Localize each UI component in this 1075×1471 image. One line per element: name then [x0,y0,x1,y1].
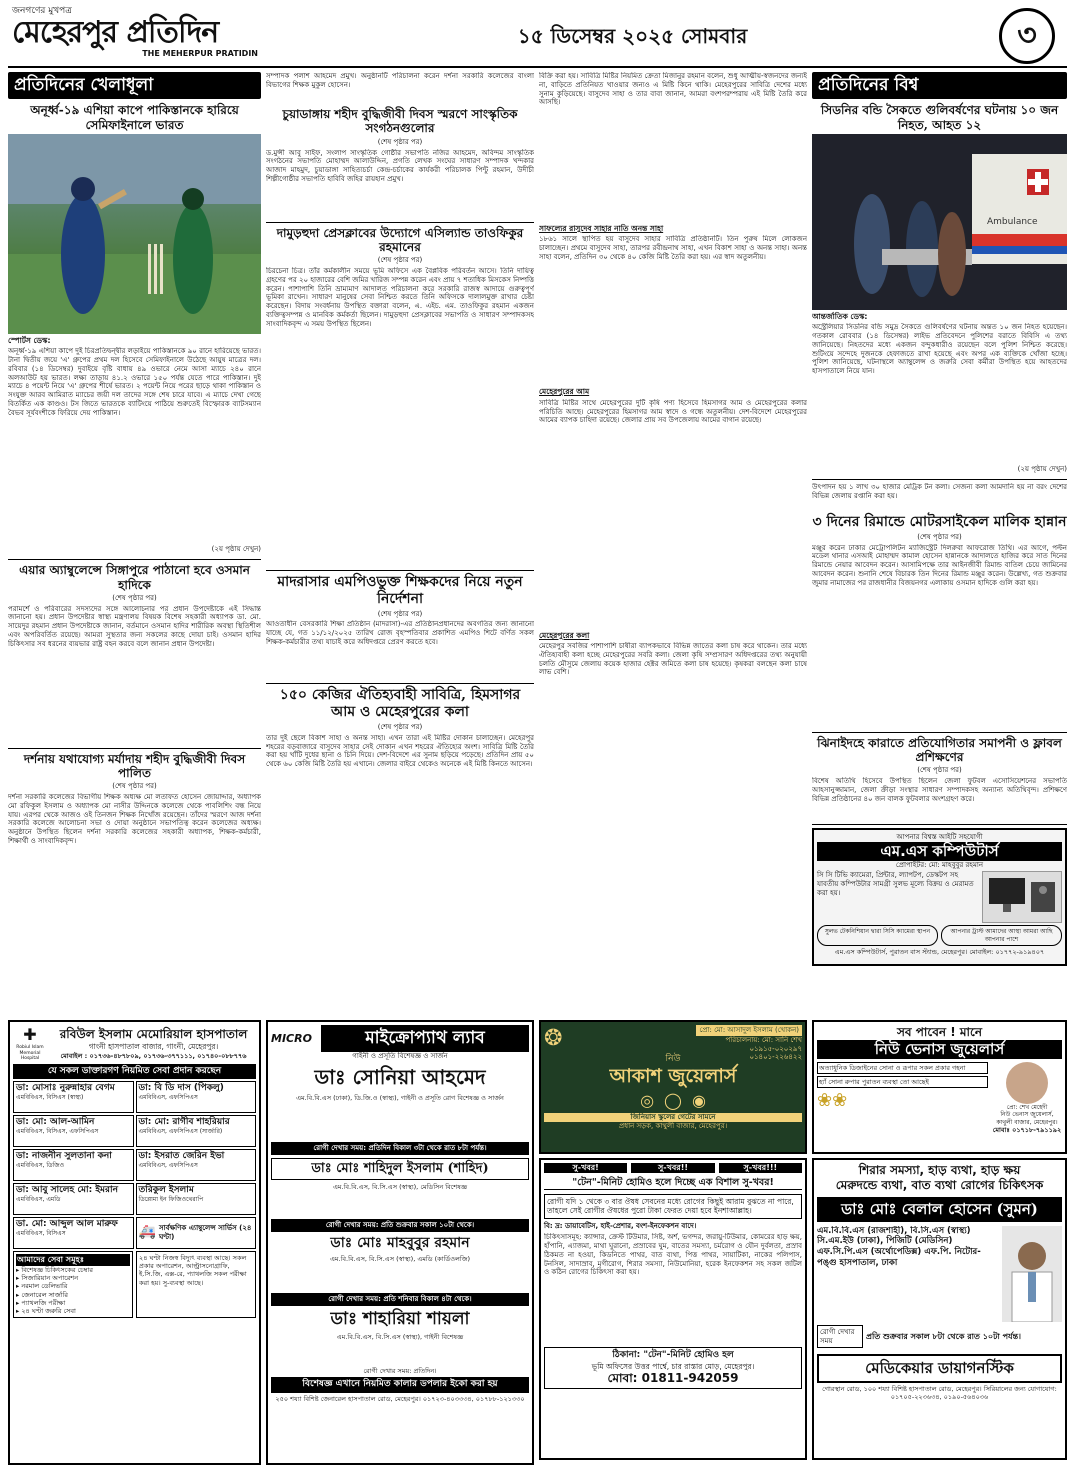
doctor-name: ডা: বি ডি দাস (পিকলু) [138,1083,224,1094]
sydney-photo [812,134,1067,310]
doctor-degree: এমবিবিএস, এফসিপিএস [138,1162,198,1170]
world-continue: (২য় পৃষ্ঠায় দেখুন) [1017,465,1067,474]
lab-bar: বিশেষজ্ঞ এখানে নিয়মিত কালার ডপলার ইকো করা হয় [271,1377,529,1392]
ms-desc: সি সি টিভি ক্যামেরা, প্রিন্টার, ল্যাপটপ, ডেস্কটপ সহ যাবতীয় কম্পিউটার সামগ্রী সুলভ মূল্যে বিক্রয় ও মেরামত করা হয়। [817,871,974,897]
hospital-logo-text: Robiul Islam Memorial Hospital [16,1045,44,1062]
damurhuda-body: চিরচেনা চিত্র। তাঁর কর্মকালীন সময়ে ভূমি অফিসে এক বৈপ্লবিক পরিবর্তন আসে। তিনি দায়িত্ব গ্রহণের পর ২০ হাজারের বেশি জমির খারিজ সম্পন্ন করেন এবং প্রায় ৭ শতাধিক মিসকেস নিষ্পত্তি করেন। পাশাপাশি তিনি ভ্রাম্যমাণ আদালত পরিচালনা করে সরকারি রাজস্ব আদায়ে গুরুত্বপূর্ণ ভূমিকা রাখেন। সাধারণ মানুষের সেবা নিশ্চিত করতে তিনি অফিসকে দালালমুক্ত রাখার চেষ্টা করেছেন। বিদায় সংবর্ধনায় উপস্থিত বক্তারা বলেন, এ. এইচ. এম. তাওফিকুর রহমান একজন ব্যক্তিত্বসম্পন্ন ও মানবিক কর্মকর্তা ছিলেন। দামুড়হুদা প্রেসক্লাবের সভাপতি ও সাধারণ সম্পাদকসহ সাংবাদিকবৃন্দ এ সময় উপস্থিত ছিলেন। [266,267,534,328]
homeo-note: বি: দ্র: ডায়াবেটিস, হাই-প্রেশার, বংশ-ইনফেকশন বাদে। [544,1221,697,1230]
ad-column-3 [539,1020,807,1465]
homeo-tab-3: সু-খবর!!! [719,1163,802,1173]
jewel-prop: প্রো: মো: আসাদুল ইসলাম (খোকন) [696,1025,802,1036]
sports-body: অনূর্ধ্ব-১৯ এশিয়া কাপে দুই চিরপ্রতিদ্বন্দ্বীর লড়াইয়ে পাকিস্তানকে ৯০ রানে হারিয়েছে ভারত। টানা দ্বিতীয় জয়ে 'এ' গ্রুপের প্রথম দল হিসেবে সেমিফাইনালে উঠেছে আয়ুষ মাত্রের দল। রবিবার (১৪ ডিসেম্বর) দুবাইয়ে বৃষ্টি বাধায় ৪৯ ওভারে নেমে আসা ম্যাচে ২৪০ রানে অলআউট হয় ভারত। লক্ষ্য তাড়ায় ৪১.২ ওভারে ১৫০ পর্যন্ত যেতে পারে পাকিস্তান। দুই ম্যাচে ৪ পয়েন্ট নিয়ে 'এ' গ্রুপের শীর্ষে ভারত। ২ পয়েন্ট নিয়ে পরের ছাড়ে থাকা পাকিস্তান ও সংযুক্ত আরব আমিরাত ম্যাচের জয়ী দল তাদের সঙ্গে শেষ চারে যাবে। এ ম্যাচে দেখা গেছে বিতর্কিত এক কাণ্ডও। টস জিতে ভারতকে ব্যাটিংয়ে পাঠিয়ে শুরুতেই বিস্ফোরক ব্যাটসম্যান বৈভব সূর্যবংশীকে ফিরিয়ে দেয় পাকিস্তান। [8,347,261,417]
masthead-date: ১৫ ডিসেম্বর ২০২৫ সোমবার [517,23,748,48]
doctor-degree: এমবিবিএস, এফসিপিএস (সার্জারি) [138,1128,223,1136]
doctor-card [136,1115,257,1147]
lab-doc2-degree: এম.বি.বি.এস, বি.সি.এস (স্বাস্থ্য), মেডিসিন বিশেষজ্ঞ [332,1183,468,1191]
cricket-photo [8,134,261,334]
service-item: ▸ প্যাথলজি পরীক্ষা [16,1298,66,1307]
doctor-photo-illustration [1002,1226,1062,1322]
belal-head-1: শিরার সমস্যা, হাড় ব্যথা, হাড় ক্ষয় [858,1163,1021,1177]
ms-address: এম.এস কম্পিউটার্স, পুরাতন বাস স্ট্যান্ড, মেহেরপুর। মোবাইল: ০১৭৭২-৯১৯৪০৭ [834,948,1045,957]
ad-ten-minute-homeo [539,1158,807,1460]
hospital-address: গাংনী হাসপাতাল বাজার, গাংনী, মেহেরপুর। [88,1042,219,1052]
remand-continue: (শেষ পৃষ্ঠার পর) [917,532,962,541]
lab-title: মাইক্রোপ্যাথ ল্যাব [321,1025,529,1052]
mango-sub-1: সাফল্যের রাসুদেব সাহার নাতি অনন্ত সাহা [539,224,664,233]
mango-cont-body: বিক্রি করা হয়। সাবিত্রি মিষ্টির নিয়মিত ক্রেতা মিজানুর রহমান বলেন, শুধু আত্মীয়-স্বজনদের জন্যই না, বাড়িতে প্রতিনিয়ত খাওয়ার জন্যও এ মিষ্টি কিনে থাকি। মেহেরপুরের সাবিত্রি দেশের মধ্যে সুনাম কুড়িয়েছে। বাসুদেব সাহা ও তার বাবা জানান, আমরা বংশপরম্পরায় এই মিষ্টি তৈরি করে আসছি। [539,72,807,107]
services-box [13,1251,133,1318]
venus-owner: প্রো: শেখ মেহেদী [1006,1103,1048,1111]
venus-line-2: হ্যাঁ সোনা রুপার পুরাতন ব্যবস্থা তো আছেই [817,1076,988,1088]
venus-title: নিউ ভেনাস জুয়েলার্স [817,1040,1062,1059]
dorshona-headline: দর্শনায় যথাযোগ্য মর্যাদায় শহীদ বুদ্ধিজীবী দিবস পালিত [23,751,246,781]
column-2 [266,72,534,1016]
masthead-tagline: জনগণের মুখপত্র [12,6,72,16]
jhenaidah-body: বিশেষ অতিথি হিসেবে উপস্থিত ছিলেন জেলা ফুটবল এসোসিয়েশনের সভাপতি আহসানুজ্জামান, জেলা ক্রীড়া সংস্থার সাধারণ সম্পাদকসহ অন্যান্য অতিথিবৃন্দ। প্রশিক্ষণে বিভিন্ন প্রতিষ্ঠানের ৪০ জন বালক ফুটবলার অংশগ্রহণ করে। [812,777,1067,803]
computer-illustration [983,872,1061,922]
lab-doc4-degree: এম.বি.বি.এস, বি.সি.এস (স্বাস্থ্য), গাইনী বিশেষজ্ঞ [336,1333,464,1342]
story-mango [266,687,534,1016]
belal-addr: গোরস্থান রোড, ১০০ শয্যা বিশিষ্ট হাসপাতাল রোড, মেহেরপুর। সিরিয়ালের জন্য যোগাযোগ: ০১৭০৫-২২৩৬৩৪, ০১৯০-৫৬৪০৩৬ [822,1385,1057,1402]
ring-icon: ◯ [664,1091,682,1110]
ad-column-4 [812,1020,1067,1465]
hospital-phone: মোবাইল : ০১৭৩৬-৪৮৭৮০৯, ০১৭৩৬-৩৭৭১১১, ০১৭৪০-০৮৮৭৭৬ [60,1051,247,1060]
belal-head-2: মেরুদন্ডে ব্যথা, বাত ব্যথা রোগের চিকিৎসক [835,1178,1044,1192]
madrasa-body: আওতাধীন বেসরকারি শিক্ষা প্রতিষ্ঠান (মাদরাসা)-এর প্রতিষ্ঠানপ্রধানদের অবগতির জন্য জানানো যাচ্ছে যে, গত ১১/১২/২০২৫ তারিখ রোজ বৃহস্পতিবার প্রকাশিত এমপিও শিটে বর্ণিত সকল শিক্ষক-কর্মচারীর তথ্য যাচাই করে অধিদপ্তরে প্রেরণ করতে হবে। [266,620,534,646]
homeo-headline: "টেন"-মিনিট হোমিও হলে দিচ্ছে এক বিশাল সু-খবর! [544,1177,802,1190]
sydney-photo-illustration [812,134,1067,310]
ad-dr-belal [812,1158,1067,1460]
hospital-logo [13,1025,47,1062]
homeo-tab-1: সু-খবর! [544,1163,627,1173]
lab-address: ২৫০ শয্যা বিশিষ্ট জেনারেল হাসপাতাল রোড, মেহেরপুর। ০১৭২৩-৪০৩৩৩৪, ০১৭৮৮-১২১৩৩০ [275,1394,525,1403]
jhenaidah-continue: (শেষ পৃষ্ঠার পর) [917,766,962,775]
services-title: আমাদের সেবা সমূহঃ [16,1254,130,1266]
world-banner: প্রতিদিনের বিশ্ব [812,72,1067,99]
doctor-card [13,1183,134,1215]
column-1 [8,72,261,1016]
mango-cont-body-2: ১৮৬১ সালে স্থাপিত হয় বাসুদেব সাহার সাবিত্রি প্রতিষ্ঠানটি। তিন পুরুষ মিলে লোকজন চালাচ্ছেন। প্রথমে বাসুদেব সাহা, তারপর রবীন্দ্রনাথ সাহা, এখন বিকাশ সাহা ও অনন্ত সাহা। অনন্ত সাহা বলেন, প্রতিদিন ৩০ থেকে ৪০ কেজি মিষ্টি তৈরি করা হয়। এর স্বাদ অতুলনীয়। [539,235,807,261]
column-3 [539,72,807,1016]
ad-new-venus [812,1020,1067,1154]
ambulance-icon: 🚑 [138,1224,156,1241]
doctor-name: ডা: মো: রাগীব শাহরিয়ার [138,1117,230,1128]
doctor-card [136,1149,257,1181]
ms-title: এম.এস কম্পিউটার্স [817,842,1062,861]
osman-body: পরামর্শে ও পরিবারের সদস্যদের সঙ্গে আলোচনার পর প্রধান উপদেষ্টাকে এই সিদ্ধান্ত জানানো হয়। প্রধান উপদেষ্টার স্বাস্থ্য মন্ত্রণালয় বিষয়ক বিশেষ সহকারী অধ্যাপক ডা. মো. সায়েদুর রহমান প্রধান উপদেষ্টাকে জানান, বর্তমানে ওসমান হাদির শারীরিক অবস্থা স্থিতিশীল এবং অপরিবর্তিত রয়েছে। আমরা সুস্থতার জন্য সকলের কাছে দোয়া চাই। ওসমান হাদির চিকিৎসার সব ধরনের ব্যয়ভার রাষ্ট্র বহন করবে বলে জানান প্রধান উপদেষ্টা। [8,604,261,648]
jewel-phone-1: ০১৯১৫-০২০২৯৭ [749,1044,802,1053]
cricket-photo-illustration [8,134,261,334]
lab-tag: গাইনী ও প্রসূতি বিশেষজ্ঞ ও সার্জন [352,1052,448,1061]
lab-doc4-time: রোগী দেখার সময়: প্রতিদিন। [363,1367,437,1376]
chuadanga-body: ড.মুন্সী আবু সাইফ, সংলাপ সাংস্কৃতিক গোষ্ঠীর সভাপতি নজির আহমেদ, অবিন্দম সাংস্কৃতিক সংগঠনের সভাপতি মোহাম্মদ আলাউদ্দিন, প্রগতি লেখক সংঘের সাধারণ সম্পাদক খন্দকার আজাদ মাহমুদ, চুয়াডাঙ্গা সাহিত্যচর্চা কেন্দ্র-চর্চাকের কার্যকরী পরিচালক পিন্টু রহমান, উদীচী শিল্পীগোষ্ঠীর সভাপতি হাবিবি জহির রায়হান প্রমুখ। [266,148,534,183]
service-item: ▸ ২৪ ঘণ্টা জরুরি সেবা [16,1306,76,1315]
lab-doc4-name: ডাঃ শাহারিয়া শায়লা [330,1309,470,1329]
osman-headline: এয়ার অ্যাম্বুলেন্সে সিঙ্গাপুরে পাঠানো হবে ওসমান হাদিকে [19,563,250,592]
jewel-new: নিউ [665,1054,681,1064]
page-number-circle: ৩ [999,8,1055,64]
masthead [8,6,1067,68]
sports-banner: প্রতিদিনের খেলাধূলা [8,72,261,99]
story-osman [8,563,261,749]
jewel-title: আকাশ জুয়েলার্স [609,1065,737,1088]
lab-logo: MICRO [271,1031,312,1045]
homeo-treatments: চিকিৎসাসমূহ: ক্যান্সার, ক্রেস্ট টিউমার, সিষ্ট, অর্শ, ভগন্দর, জরায়ু-টিউমার, কোমরের হাড় ক্ষয়, হাঁপানি, এ্যাজমা, মাথা ঘুরানো, প্রস্রাবের ঘুম, বাতের সমস্যা, চর্মরোগ ও যৌন দুর্বলতা, প্রস্রাব ঠিকমত না হওয়া, কিডনিতে পাথর, বাত ব্যথা, পিত্ত পাথর, সায়াটিকা, নাকের পলিপাস, টনসিল, সাদাস্রাব, মৃগীরোগ, শিরার সমস্যা, নিউমোনিয়া, হরেক ইনফেকশন সহ সকল জটিল ও কঠিন রোগের চিকিৎসা করা হয়। [544,1233,802,1277]
jewel-ornament-icon: ❂ [544,1026,563,1051]
masthead-brand [8,6,278,66]
doctor-degree: এমবিবিএস, বিসিএস, এফসিপিএস [16,1128,99,1136]
world-body: অস্ট্রেলিয়ার সিডনির বন্ডি সমুদ্র সৈকতে গুলিবর্ষণের ঘটনায় অন্তত ১০ জন নিহত হয়েছেন। গতকাল রোববার (১৪ ডিসেম্বর) লাইভ প্রতিবেদনে পুলিশের বরাতে বিবিসি এ তথ্য জানিয়েছে। নিহতদের মধ্যে একজন বন্দুকধারীও রয়েছেন বলে পুলিশ নিশ্চিত করেছে। শুটিংয়ে সন্দেহে দুজনকে হেফাজতে রাখা হয়েছে এবং অপর এক ব্যক্তিকে খোঁজা হচ্ছে। পুলিশ জানিয়েছে, ঘটনাস্থলে অ্যাম্বুলেন্স ও জরুরি সেবা কর্মীরা উপস্থিত হয়ে আহতদের হাসপাতালে নিয়ে যান। [812,323,1067,376]
service-item: ▸ সিজারিয়ান অপারেশন [16,1274,79,1283]
hospital-bar: যে সকল ডাক্তারগণ নিয়মিত সেবা প্রদান করছেন [13,1064,256,1079]
sports-headline: অনূর্ধ্ব-১৯ এশিয়া কাপে পাকিস্তানকে হারিয়ে সেমিফাইনালে ভারত [30,103,239,132]
belal-name: ডাঃ মোঃ বেলাল হোসেন (সুমন) [817,1197,1062,1222]
service-item: ▸ নরমাল ডেলিভারি [16,1282,68,1291]
ms-bubble-1: সুলভ টেকনিশিয়ান দ্বারা সিসি ক্যামেরা স্থাপন [817,925,938,946]
masthead-title: মেহেরপুর প্রতিদিন [12,15,219,51]
services-list [16,1266,130,1315]
hospital-title: রবিউল ইসলাম মেমোরিয়াল হাসপাতাল [59,1027,248,1042]
earring-icon: ◉ [691,1091,706,1110]
homeo-tab-2: সু-খবর!! [631,1163,714,1173]
news-area [8,72,1067,1016]
doctor-card [13,1149,134,1181]
homeo-phone: মোবা: 01811-942059 [607,1371,739,1385]
mango-body: তার দুই ছেলে বিকাশ সাহা ও অনন্ত সাহা। এখন তারা এই মিষ্টির দোকান চালাচ্ছেন। মেহেরপুর শহরের বড়বাজারে বাসুদেব সাহার সেই দোকান এখন শহরের ঐতিহ্যের অংশ। সাবিত্রি মিষ্টি তৈরি করা হয় খাঁটি দুধের ছানা ও চিনি দিয়ে। দেশ-বিদেশে এর সুনাম ছড়িয়ে পড়েছে। প্রতিদিন প্রায় ৫০ থেকে ৬০ কেজি মিষ্টি তৈরি হয় এখানে। জেলার বাইরে থেকেও অনেকে এই মিষ্টি কিনতে আসেন। [266,733,534,768]
chuadanga-headline: চুয়াডাঙ্গায় শহীদ বুদ্ধিজীবী দিবস স্মরণে সাংস্কৃতিক সংগঠনগুলোর [282,107,518,136]
owner-avatar [1006,1062,1048,1104]
doctor-name: ডা: আবু সালেহ মো: ইমরান [16,1185,118,1196]
homeo-address-box [544,1347,802,1389]
mango-sub-3: মেহেরপুরের কলা [539,630,590,640]
gold-jewelry-icon: ❀❀ [817,1090,848,1111]
chuadanga-continue: (শেষ পৃষ্ঠার পর) [377,137,423,146]
story-damurhuda [266,226,534,572]
doctor-name: তরিকুল ইসলাম [138,1185,194,1196]
doctor-name: ডা: মোসাঃ নুরুন্নাহার বেগম [16,1083,115,1094]
homeo-offer: রোগী যদি ১ থেকে ৩ বার ঔষধ সেবনের মধ্যে রোগের কিছুই আরাম বুঝতে না পারে, তাহলে সেই রোগীর ঔষধের পুরো টাকা ফেরত দেয়া হবে ইনশাআল্লাহ। [544,1194,802,1219]
dorshona-continue: (শেষ পৃষ্ঠার পর) [112,782,157,791]
page-number [987,6,1067,66]
doctor-name: ডা. মো: আব্দুল আল মারুফ [16,1219,118,1230]
service-item: ▸ বিশেষজ্ঞ চিকিৎসকের চেম্বার [16,1266,93,1275]
story-sports [8,103,261,560]
doctor-degree: এমবিবিএস, এফসিপিএস [138,1094,198,1102]
doctor-name: ডা: ইসরাত জেরিন ইভা [138,1151,225,1162]
hospital-logo-icon: ✚ [23,1025,37,1044]
remand-headline: ৩ দিনের রিমান্ডে মোটরসাইকেল মালিক হান্নান [812,514,1067,531]
ad-ms-computers [812,828,1067,966]
ms-sub: প্রোপাইটর: মো: মাহবুবুর রহমান [895,860,984,869]
story-world [812,103,1067,480]
venus-line-1: অত্যাধুনিক ডিজাইনের সোনা ও রূপার সকল প্রকার গহনা [817,1062,988,1074]
belal-time-label: রোগী দেখার সময় [817,1325,863,1349]
mango-cont-body-3: সাবিত্রি মিষ্টির সাথে মেহেরপুরের দুটি কৃষি পণ্য হিসেবে হিমসাগর আম ও মেহেরপুরের কলার পরিচিতি আছে। মেহেরপুরের হিমসাগর আম স্বাদে ও গন্ধে অতুলনীয়। দেশ-বিদেশে মেহেরপুরের আমের ব্যাপক চাহিদা রয়েছে। জেলার প্রায় সব উপজেলায় আমের বাগান রয়েছে। [539,398,807,425]
madrasa-headline: মাদরাসার এমপিওভুক্ত শিক্ষকদের নিয়ে নতুন নির্দেশনা [277,574,523,607]
doctor-name: ডা: মো: আল-আমিন [16,1117,95,1128]
lab-doc3-degree: এম.বি.বি.এস, বি.সি.এস (স্বাস্থ্য), এমডি (কার্ডিওলজি) [329,1255,471,1264]
remand-body: মঞ্জুর করেন ঢাকার মেট্রোপলিটন ম্যাজিস্ট্রেট দিলরুবা আফরোজ তিথি। এর আগে, পল্টন মডেল থানার এসআই মোহাম্মদ কামাল হোসেন হান্নানকে আদালতে হাজির করে সাত দিনের রিমান্ডে নেয়ার আবেদন করেন। আসামিপক্ষে তার আইনজীবী রিমান্ড বাতিল চেয়ে জামিনের আবেদন করেন। শুনানি শেষে বিচারক তিন দিনের রিমান্ড মঞ্জুর করেন। উল্লেখ্য, গত শুক্রবার জুমার নামাজের পর রাজধানীর বিজয়নগর এলাকায় ওসমান হাদিকে গুলি করা হয়। [812,543,1067,587]
column-4 [812,72,1067,1016]
sports-desk: স্পোর্টস ডেস্ক: [8,336,51,346]
story-jhenaidah [812,736,1067,826]
story-madrasa [266,574,534,684]
mango-cont-body-4: মেহেরপুর সবজির পাশাপাশি চাষীরা ব্যাপকভাবে বিভিন্ন জাতের কলা চাষ করে থাকেন। তার মধ্যে ঐতিহ্যবাহী কলা হচ্ছে মেহেরপুরের সবরি কলা। জেলা কৃষি সম্প্রসারণ অধিদপ্তরের তথ্য অনুযায়ী চলতি মৌসুমে জেলায় কয়েক হাজার হেক্টর জমিতে কলা চাষ হয়েছে। কৃষকরা বলছেন কলা চাষে লাভ বেশি। [539,642,807,677]
venus-shop: নিউ ভেনাস জুয়েলার্স, কাথুলী বাজার, মেহেরপুর। [996,1111,1058,1126]
ambulance-label: Ambulance [987,217,1038,228]
doctor-name: ডা: নাজনীন সুলতানা কনা [16,1151,112,1162]
doctor-degree: এমবিবিএস, এমডি [16,1196,61,1204]
world-more-body: উৎপাদন হয় ১ লাখ ৩০ হাজার মেট্রিক টন কলা। সেজন্য কলা আমদানি হয় না বরং দেশের বিভিন্ন জেলায় রপ্তানি করা হয়। [812,483,1067,500]
doctor-degree: ডিপ্লোমা ইন ফিজিওথেরাপি [138,1196,204,1204]
lab-doc1-time: রোগী দেখার সময়: প্রতিদিন বিকাল ৩টা থেকে রাত ৮টা পর্যন্ত। [271,1142,529,1155]
osman-continue: (শেষ পৃষ্ঠার পর) [112,593,157,602]
mango-headline: ১৫০ কেজির ঐতিহ্যবাহী সাবিত্রি, হিমসাগর আম ও মেহেরপুরের কলা [279,687,521,721]
story-dorshona [8,752,261,1016]
story-remand [812,514,1067,733]
ads-row [8,1020,1067,1465]
sports-continue: (২য় পৃষ্ঠায় দেখুন) [211,545,261,554]
ad-hospital [8,1020,261,1465]
masthead-title-en: THE MEHERPUR PRATIDIN [142,48,258,58]
service-item: ▸ জেনারেল সার্জারি [16,1290,68,1299]
services-note: ২৪ ঘণ্টা নিজস্ব বিদ্যুৎ ব্যবস্থা আছে। সকল প্রকার অপারেশন, আল্ট্রাসনোগ্রাফি, ই.সি.জি, এক্স-রে, প্যাথলজি সকল পরীক্ষা করা হয়। সু-ব্যবস্থা আছে। [136,1251,256,1318]
homeo-addr: ভূমি অফিসের উত্তর পার্শ্বে, চার রাস্তার মোড়, মেহেরপুর। [591,1361,755,1371]
dorshona-body: দর্শনা সরকারি কলেজের বিভাগীয় শিক্ষক অধ্যক্ষ মো লতাফত হোসেন জোয়াদ্দার, অধ্যাপক মো রফিকুল ইসলাম ও অধ্যাপক মো নাসীর উদ্দিনকে কলেজে থেকে পাবলিশিং বন্ধ নিয়ে যায়। এরপর থেকে আজও ওই তিনজন শিক্ষক নিখোঁজ রয়েছেন। তাঁদের স্মরণে আজ দর্শনা সরকারি কলেজে আলোচনা সভা ও দোয়া অনুষ্ঠানে সভাপতিত্ব করেন কলেজের অধ্যক্ষ। অনুষ্ঠানে উপস্থিত ছিলেন দর্শনা সরকারি কলেজের সহকারী অধ্যাপক, শিক্ষক-কর্মচারী, শিক্ষার্থী ও সাংবাদিকবৃন্দ। [8,793,261,845]
necklace-icon: ◎ [640,1091,655,1110]
belal-clinic: মেডিকেয়ার ডায়াগনস্টিক [817,1354,1062,1383]
jewel-addr-2: প্রধান সড়ক, কাথুলী বাজার, মেহেরপুর। [618,1121,728,1130]
jewel-phone-2: ০১৪০১-২২৬৪২২ [749,1053,802,1062]
ambulance-text: সার্বক্ষণিক এ্যাম্বুলেন্স সার্ভিস (২৪ ঘণ্টা) [158,1224,252,1242]
jewel-addr-1: জিনিয়াস স্কুলের গেটের সামনে [544,1113,802,1122]
mango-continue: (শেষ পৃষ্ঠার পর) [377,723,423,731]
world-headline: সিডনির বন্ডি সৈকতে গুলিবর্ষণের ঘটনায় ১০ জন নিহত, আহত ১২ [820,103,1059,132]
homeo-addr-label: ঠিকানা: "টেন"-মিনিট হোমিও হল [612,1350,734,1361]
doctor-degree: এমবিবিএস, বিসিএস [16,1230,66,1238]
story-chuadanga [266,107,534,223]
doctor-card [136,1081,257,1113]
lab-doc1-name: ডাঃ সোনিয়া আহমেদ [314,1065,486,1089]
ambulance-card [136,1217,257,1249]
doctor-card [13,1217,134,1249]
jewel-manager: পরিচালনায়: মো: সানি শেখ [725,1035,802,1044]
computer-icon [982,871,1062,923]
damurhuda-headline: দামুড়হুদা প্রেসক্লাবের উদ্যোগে এসিল্যান্ড তাওফিকুর রহমানের [276,225,524,254]
mango-sub-2: মেহেরপুরের আম [539,387,590,397]
chuadanga-intro: সম্পাদক পলাশ আহমেদ প্রমুখ। অনুষ্ঠানটি পরিচালনা করেন দর্শনা সরকারি কলেজের বাংলা বিভাগের শিক্ষক মুকুল হোসেন। [266,72,534,89]
ms-top: আপনার বিশ্বস্ত আইটি সহযোগী [896,833,983,842]
venus-phone: মোবাঃ ০১৭১৮-৭৯১১৯২ [992,1126,1062,1135]
belal-degree: এম.বি.বি.এস (রাজশাহী), বি.সি.এস (স্বাস্থ্য) সি.এম.ইউ (ঢাকা), পিজিটি (মেডিসিন) এফ.সি.পি.এস (অর্থোপেডিক্স) এফ.পি. নিটোর- পঙ্গু হাসপাতাল, ঢাকা [817,1225,981,1268]
doctor-card [13,1081,134,1113]
venus-top: সব পাবেন ! মানে [896,1025,983,1039]
ad-micropath-lab [266,1020,534,1465]
belal-time: প্রতি শুক্রবার সকাল ৮টা থেকে রাত ১০টা পর্যন্ত। [866,1331,1021,1341]
jhenaidah-headline: ঝিনাইদহে কারাতে প্রতিযোগিতার সমাপনী ও ফ্লাবল প্রশিক্ষণের [817,735,1062,765]
damurhuda-continue: (শেষ পৃষ্ঠার পর) [377,256,423,265]
doctor-card [136,1183,257,1215]
doctor-card [13,1115,134,1147]
ms-bubble-2: আপনার ট্রাস্ট আমাদের আস্থা আমরা আছি আপনার পাশে [941,925,1062,946]
ad-akash-jewellers [539,1020,807,1154]
world-desk: আন্তর্জাতিক ডেস্ক: [812,312,868,322]
lab-doc1-degree: এম.বি.বি.এস (ঢাকা), ডি.জি.ও (স্বাস্থ্য), গাইনী ও প্রসূতি রোগ বিশেষজ্ঞ ও সার্জন [296,1094,504,1102]
lab-doc2-time: রোগী দেখার সময়: প্রতি শুক্রবার সকাল ১০টা থেকে। [271,1219,529,1232]
doctor-degree: এমবিবিএস, বিসিএস (স্বাস্থ্য) [16,1094,84,1102]
madrasa-continue: (শেষ পৃষ্ঠার পর) [377,609,423,618]
doctor-degree: এমবিবিএস, ডিজিও [16,1162,64,1170]
lab-doc3-name: ডাঃ মোঃ মাহবুবুর রহমান [330,1234,470,1251]
doctor-photo [1002,1226,1062,1322]
lab-doc2-name: ডাঃ মোঃ শাহিদুল ইসলাম (শাহিদ) [271,1158,529,1180]
lab-doc3-time: রোগী দেখার সময়: প্রতি শনিবার বিকাল ৪টা থেকে। [271,1293,529,1306]
